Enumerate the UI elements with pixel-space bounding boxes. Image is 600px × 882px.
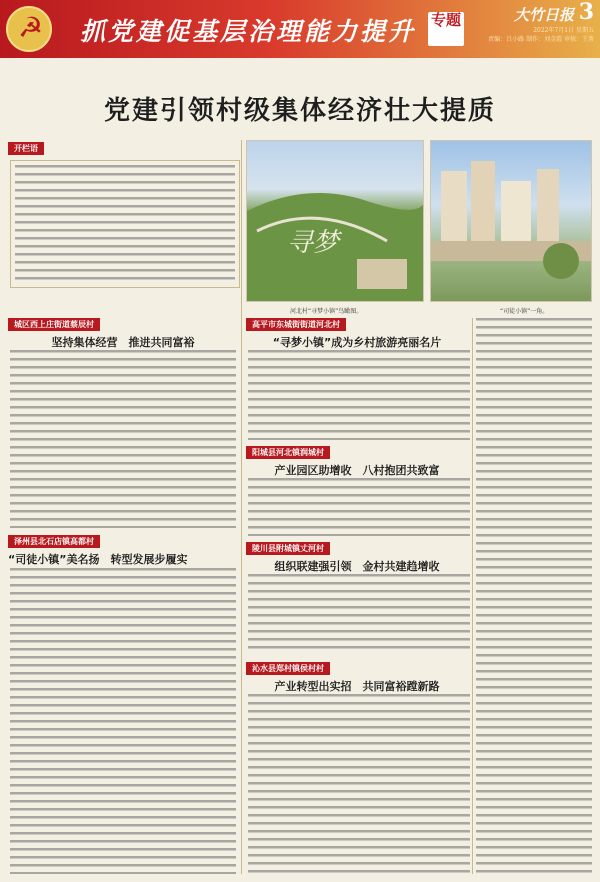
editor-line: 责编：吕小路 制作：刘金霞 审核：王菁 (488, 36, 594, 43)
section-body-2 (248, 350, 470, 440)
aerial-photo-illustration (247, 141, 424, 302)
section-title-1: 坚持集体经营 推进共同富裕 (51, 336, 195, 349)
section-body-1 (10, 350, 236, 528)
column-divider-1 (241, 140, 242, 874)
section-title-3: 产业园区助增收 八村抱团共致富 (274, 464, 440, 477)
right-photo-caption: “司徒小镇”一角。 (500, 308, 549, 315)
opening-text-block (10, 160, 240, 288)
page-number: 3 (578, 0, 594, 25)
section-title-5: 组织联建强引领 金村共建趋增收 (274, 560, 440, 573)
section-title-2: “寻梦小镇”成为乡村旅游亮丽名片 (272, 336, 442, 349)
section-tag-5: 陵川县附城镇丈河村 (246, 542, 330, 555)
section-title-6: 产业转型出实招 共同富裕蹚新路 (274, 680, 440, 693)
special-topic-tag: 专题 (428, 12, 464, 46)
issue-date: 2022年7月1日 星期五 (533, 27, 594, 34)
banner-slogan: 抓党建促基层治理能力提升 (80, 17, 417, 46)
section-body-3 (248, 478, 470, 536)
section-tag-1: 城区西上庄街道蔡辰村 (8, 318, 100, 331)
section-tag-2: 高平市东城街街道河北村 (246, 318, 346, 331)
section-body-6 (248, 694, 470, 874)
town-corner-photo (430, 140, 592, 302)
section-body-5 (248, 574, 470, 654)
section-tag-4: 泽州县北石店镇高都村 (8, 535, 100, 548)
svg-text:寻梦: 寻梦 (287, 228, 340, 258)
section-body-4 (10, 568, 236, 874)
town-photo-illustration (431, 141, 592, 302)
village-aerial-photo (246, 140, 424, 302)
opening-tag: 开栏语 (8, 142, 44, 155)
party-emblem-icon: ☭ (6, 6, 52, 52)
left-photo-caption: 河北村“寻梦小镇”鸟瞰图。 (290, 308, 363, 315)
page-headline: 党建引领村级集体经济壮大提质 (103, 96, 496, 126)
banner-meta (474, 26, 594, 44)
paper-name: 大竹日报 (513, 6, 574, 24)
right-column-text (476, 318, 592, 874)
section-title-4: “司徒小镇”美名扬 转型发展步履实 (8, 553, 188, 566)
section-tag-3: 阳城县河北镇润城村 (246, 446, 330, 459)
section-tag-6: 沁水县郑村镇侯村村 (246, 662, 330, 675)
column-divider-2 (472, 318, 473, 874)
page-banner (0, 0, 600, 58)
